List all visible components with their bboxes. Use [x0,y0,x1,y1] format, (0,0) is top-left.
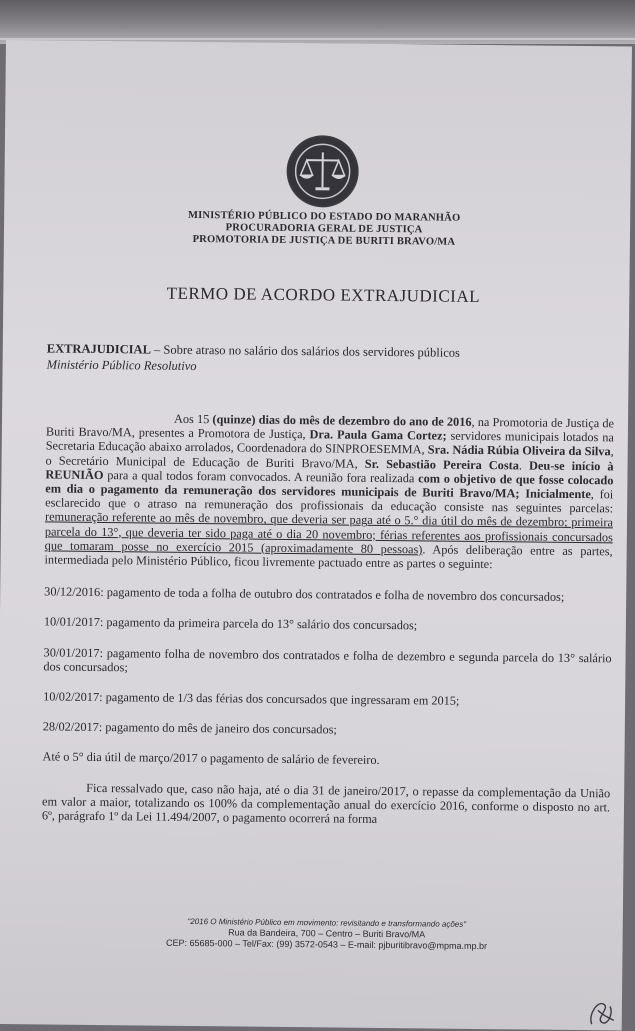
promotora-name: Dra. Paula Gama Cortez; [310,427,447,442]
handwritten-initials-icon [584,994,620,1030]
intro-text: , na Promotoria de Justiça de Buriti Bravo/MA, presentes a Promotora de Justiça, [46,415,614,442]
institution-header [154,210,494,250]
document-title: TERMO DE ACORDO EXTRAJUDICIAL [103,283,543,308]
document-page [0,40,632,1031]
overdue-installments: remuneração referente ao mês de novembro, que deveria ser paga até o 5.° dia útil do mês de dezembro; primeira parcela do 13°, que deveria ter sido paga até o dia 20 novembro; férias referentes aos profissionais concursados que tomaram posse no exercício 2015 (aproximadamente 80 pessoas) [45,510,613,556]
subject-text: – Sobre atraso no salário dos salários dos servidores públicos [151,343,460,360]
justice-seal-icon [286,135,359,208]
intro-bold: dias do mês de dezembro do ano de 2016 [255,413,471,429]
subject-status: Ministério Público Resolutivo [47,356,607,378]
list-item: Até o 5° dia útil de março/2017 o pagamento de salário de fevereiro. [42,750,610,770]
intro-text: . Após deliberação entre as partes, intermediada pelo Ministério Público, ficou livremente pactuado entre as partes o seguinte: [44,542,612,571]
meeting-objective: com o objetivo de que fosse colocado em dia o pagamento da remuneração dos servidores municipais de Buriti Bravo/MA; Inicialmente [45,471,613,501]
intro-text: , o Secretário Municipal de Educação de Buriti Bravo/MA, [46,445,614,471]
list-item: 28/02/2017: pagamento do mês de janeiro dos concursados; [43,720,611,740]
closing-paragraph: Fica ressalvado que, caso não haja, até o dia 31 de janeiro/2017, o repasse da complementação da União em valor a maior, totalizando os 100% da complementação anual do exercício 2016, conforme o disposto no art. 6º, parágrafo 1º da Lei 11.494/2007, o pagamento ocorrerá na forma [42,780,610,829]
subject-label: EXTRAJUDICIAL [47,341,151,356]
intro-text: , foi esclarecido que o atraso na remuneração dos profissionais da educação consiste nas seguintes parcelas: [45,487,613,515]
footer-motto: "2016 O Ministério Público em movimento: revisitando e transformando ações" [117,915,537,930]
header-line-3: PROMOTORIA DE JUSTIÇA DE BURITI BRAVO/MA [154,234,494,250]
footer-address: Rua da Bandeira, 700 – Centro – Buriti Bravo/MA [117,926,537,941]
page-footer [116,915,536,952]
coordenadora-name: Sra. Nádia Rúbia Oliveira da Silva [428,443,611,459]
header-line-1: MINISTÉRIO PÚBLICO DO ESTADO DO MARANHÃO [154,210,494,226]
footer-contact: CEP: 65685-000 – Tel/Fax: (99) 3572-0543 – E-mail: pjburitibravo@mpma.mp.br [116,937,536,952]
subject-block [47,340,607,378]
list-item: 30/12/2016: pagamento de toda a folha de outubro dos contratados e folha de novembro dos concursados; [44,585,612,605]
intro-text: servidores municipais lotados na Secretaria Educação abaixo arrolados, Coordenadora do SINPROESEMMA, [46,429,614,457]
intro-bold: (quinze) [212,412,255,426]
meeting-start: Deu-se início à REUNIÃO [45,458,613,482]
list-item: 10/01/2017: pagamento da primeira parcela do 13° salário dos concursados; [44,615,612,635]
intro-paragraph [44,410,614,572]
intro-text: . [519,458,529,472]
header-line-2: PROCURADORIA GERAL DE JUSTIÇA [154,222,494,238]
intro-text: para a qual todos foram convocados. A reunião fora realizada [103,468,418,485]
list-item: 10/02/2017: pagamento de 1/3 das férias dos concursados que ingressaram em 2015; [43,689,611,709]
background-top-edge [0,0,635,44]
intro-text: Aos 15 [174,412,213,426]
document-body [42,410,614,846]
secretario-name: Sr. Sebastião Pereira Costa [365,456,519,472]
list-item: 30/01/2017: pagamento folha de novembro dos contratados e folha de dezembro e segunda parcela do 13° salário dos concursados; [43,645,611,679]
